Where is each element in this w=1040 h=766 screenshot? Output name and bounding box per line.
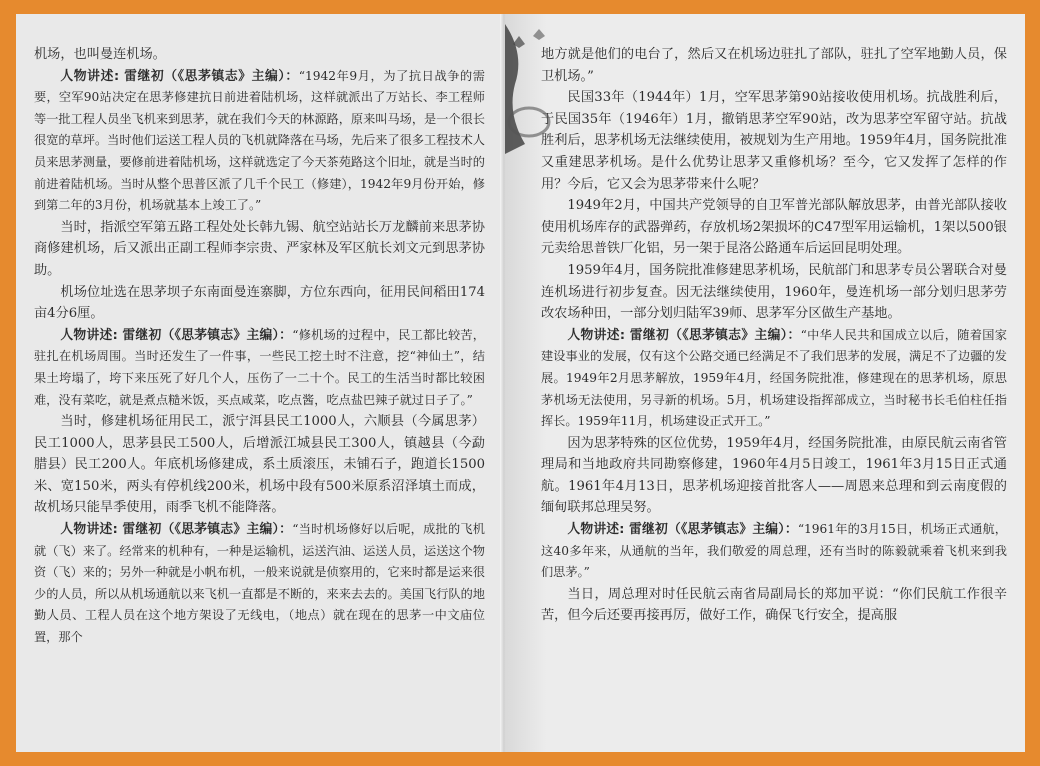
speaker-label: 人物讲述: 雷继初（《思茅镇志》主编）： — [567, 327, 801, 343]
quote-text: “修机场的过程中，民工都比较苦，驻扎在机场周围。当时还发生了一件事，一些民工挖土时不注意，挖“神仙土”，结果土垮塌了，垮下来压死了好几个人，压伤了一二十个。民工的生活当时都比较困难，没有菜吃，就是煮点糙米饭，买点咸菜，吃点酱，吃点盐巴辣子就过日子了。” — [34, 327, 485, 407]
quote-text: “1942年9月，为了抗日战争的需要，空军90站决定在思茅修建抗日前进着陆机场，这样就派出了万站长、李工程师等一批工程人员坐飞机来到思茅，就在我们今天的林源路，原来叫马场，是一个很长很宽的草坪。当时他们运送工程人员的飞机就降落在马场，先后来了很多工程技术人员来思茅测量，要修前进着陆机场，这样就选定了今天茶苑路这个旧址，就是当时的前进着陆机场。当时从整个思普区派了几千个民工（修建），1942年9月份开始，修到第二年的3月份，机场就基本上竣工了。” — [34, 68, 485, 213]
interview-quote — [34, 66, 485, 217]
speaker-label: 人物讲述: 雷继初（《思茅镇志》主编）： — [60, 68, 299, 84]
interview-quote — [34, 325, 485, 411]
paragraph: 民国33年（1944年）1月，空军思茅第90站接收使用机场。抗战胜利后，于民国35年（1946年）1月，撤销思茅空军90站，改为思茅空军留守站。抗战胜利后，思茅机场无法继续使用，被规划为生产用地。1959年4月，国务院批准又重建思茅机场。是什么优势让思茅又重修机场？至今，它又发挥了怎样的作用？今后，它又会为思茅带来什么呢？ — [541, 90, 1007, 192]
paragraph: 机场位址选在思茅坝子东南面曼连寨脚，方位东西向，征用民间稻田174亩4分6厘。 — [34, 284, 485, 322]
interview-quote — [34, 519, 485, 649]
interview-quote — [541, 519, 1007, 584]
paragraph: 因为思茅特殊的区位优势，1959年4月，经国务院批准，由原民航云南省管理局和当地政府共同勘察修建，1960年4月5日竣工，1961年3月15日正式通航。1961年4月13日，思茅机场迎接首批客人——周恩来总理和到云南度假的缅甸联邦总理吴努。 — [541, 435, 1007, 516]
paragraph: 当时，指派空军第五路工程处处长韩九锡、航空站站长万龙麟前来思茅协商修建机场，后又派出正副工程师李宗贵、严家林及军区航长刘文元到思茅协助。 — [34, 219, 485, 278]
paragraph: 当时，修建机场征用民工，派宁洱县民工1000人，六顺县（今属思茅）民工1000人，思茅县民工500人，后增派江城县民工300人，镇越县（今勐腊县）民工200人。年底机场修建成，系土质滚压，未铺石子，跑道长1500米、宽150米，两头有停机线200米，机场中段有500米原系沼泽填土而成，故机场只能旱季使用，雨季飞机不能降落。 — [34, 414, 485, 516]
speaker-label: 人物讲述: 雷继初（《思茅镇志》主编）： — [567, 522, 798, 538]
right-page — [505, 14, 1025, 752]
quote-text: “1961年的3月15日，机场正式通航，这40多年来，从通航的当年，我们敬爱的周总理，还有当时的陈毅就乘着飞机来到我们思茅。” — [541, 522, 1007, 580]
speaker-label: 人物讲述: 雷继初（《思茅镇志》主编）： — [60, 327, 293, 343]
paragraph: 1959年4月，国务院批准修建思茅机场，民航部门和思茅专员公署联合对曼连机场进行初步复查。因无法继续使用，1960年，曼连机场一部分划归思茅劳改农场种田，一部分划归陆军39师、思茅军分区做生产基地。 — [541, 262, 1007, 322]
quote-text: “中华人民共和国成立以后，随着国家建设事业的发展，仅有这个公路交通已经满足不了我们思茅的发展，满足不了边疆的发展。1949年2月思茅解放，1959年4月，经国务院批准，修建现在的思茅机场，原思茅机场无法使用，另寻新的机场。5月，机场建设指挥部成立，当时秘书长毛伯柱任指挥长。1959年11月，机场建设正式开工。” — [541, 327, 1007, 429]
paragraph: 地方就是他们的电台了，然后又在机场边驻扎了部队，驻扎了空军地勤人员，保卫机场。” — [541, 47, 1007, 84]
interview-quote — [541, 325, 1007, 433]
paragraph: 机场，也叫曼连机场。 — [34, 47, 166, 62]
paragraph: 当日，周总理对时任民航云南省局副局长的郑加平说：“你们民航工作很辛苦，但今后还要再接再厉，做好工作，确保飞行安全，提高服 — [541, 586, 1007, 624]
left-page — [16, 14, 503, 752]
quote-text: “当时机场修好以后呢，成批的飞机就（飞）来了。经常来的机种有，一种是运输机，运送汽油、运送人员，运送这个物资（飞）来的；另外一种就是小帆布机，一般来说就是侦察用的，它来时都是运来很少的人员，所以从机场通航以来飞机一直都是不断的，来来去去的。美国飞行队的地勤人员、工程人员在这个地方架设了无线电，（地点）就在现在的思茅一中文庙位置，那个 — [34, 522, 485, 645]
decorative-illustration — [505, 14, 565, 154]
speaker-label: 人物讲述: 雷继初（《思茅镇志》主编）： — [60, 522, 293, 538]
paragraph: 1949年2月，中国共产党领导的自卫军普光部队解放思茅，由普光部队接收使用机场库存的武器弹药，存放机场2架损坏的C47型军用运输机，1架以500银元卖给思普铁厂化铝，另一架于昆洛公路通车后运回昆明处理。 — [541, 198, 1007, 257]
